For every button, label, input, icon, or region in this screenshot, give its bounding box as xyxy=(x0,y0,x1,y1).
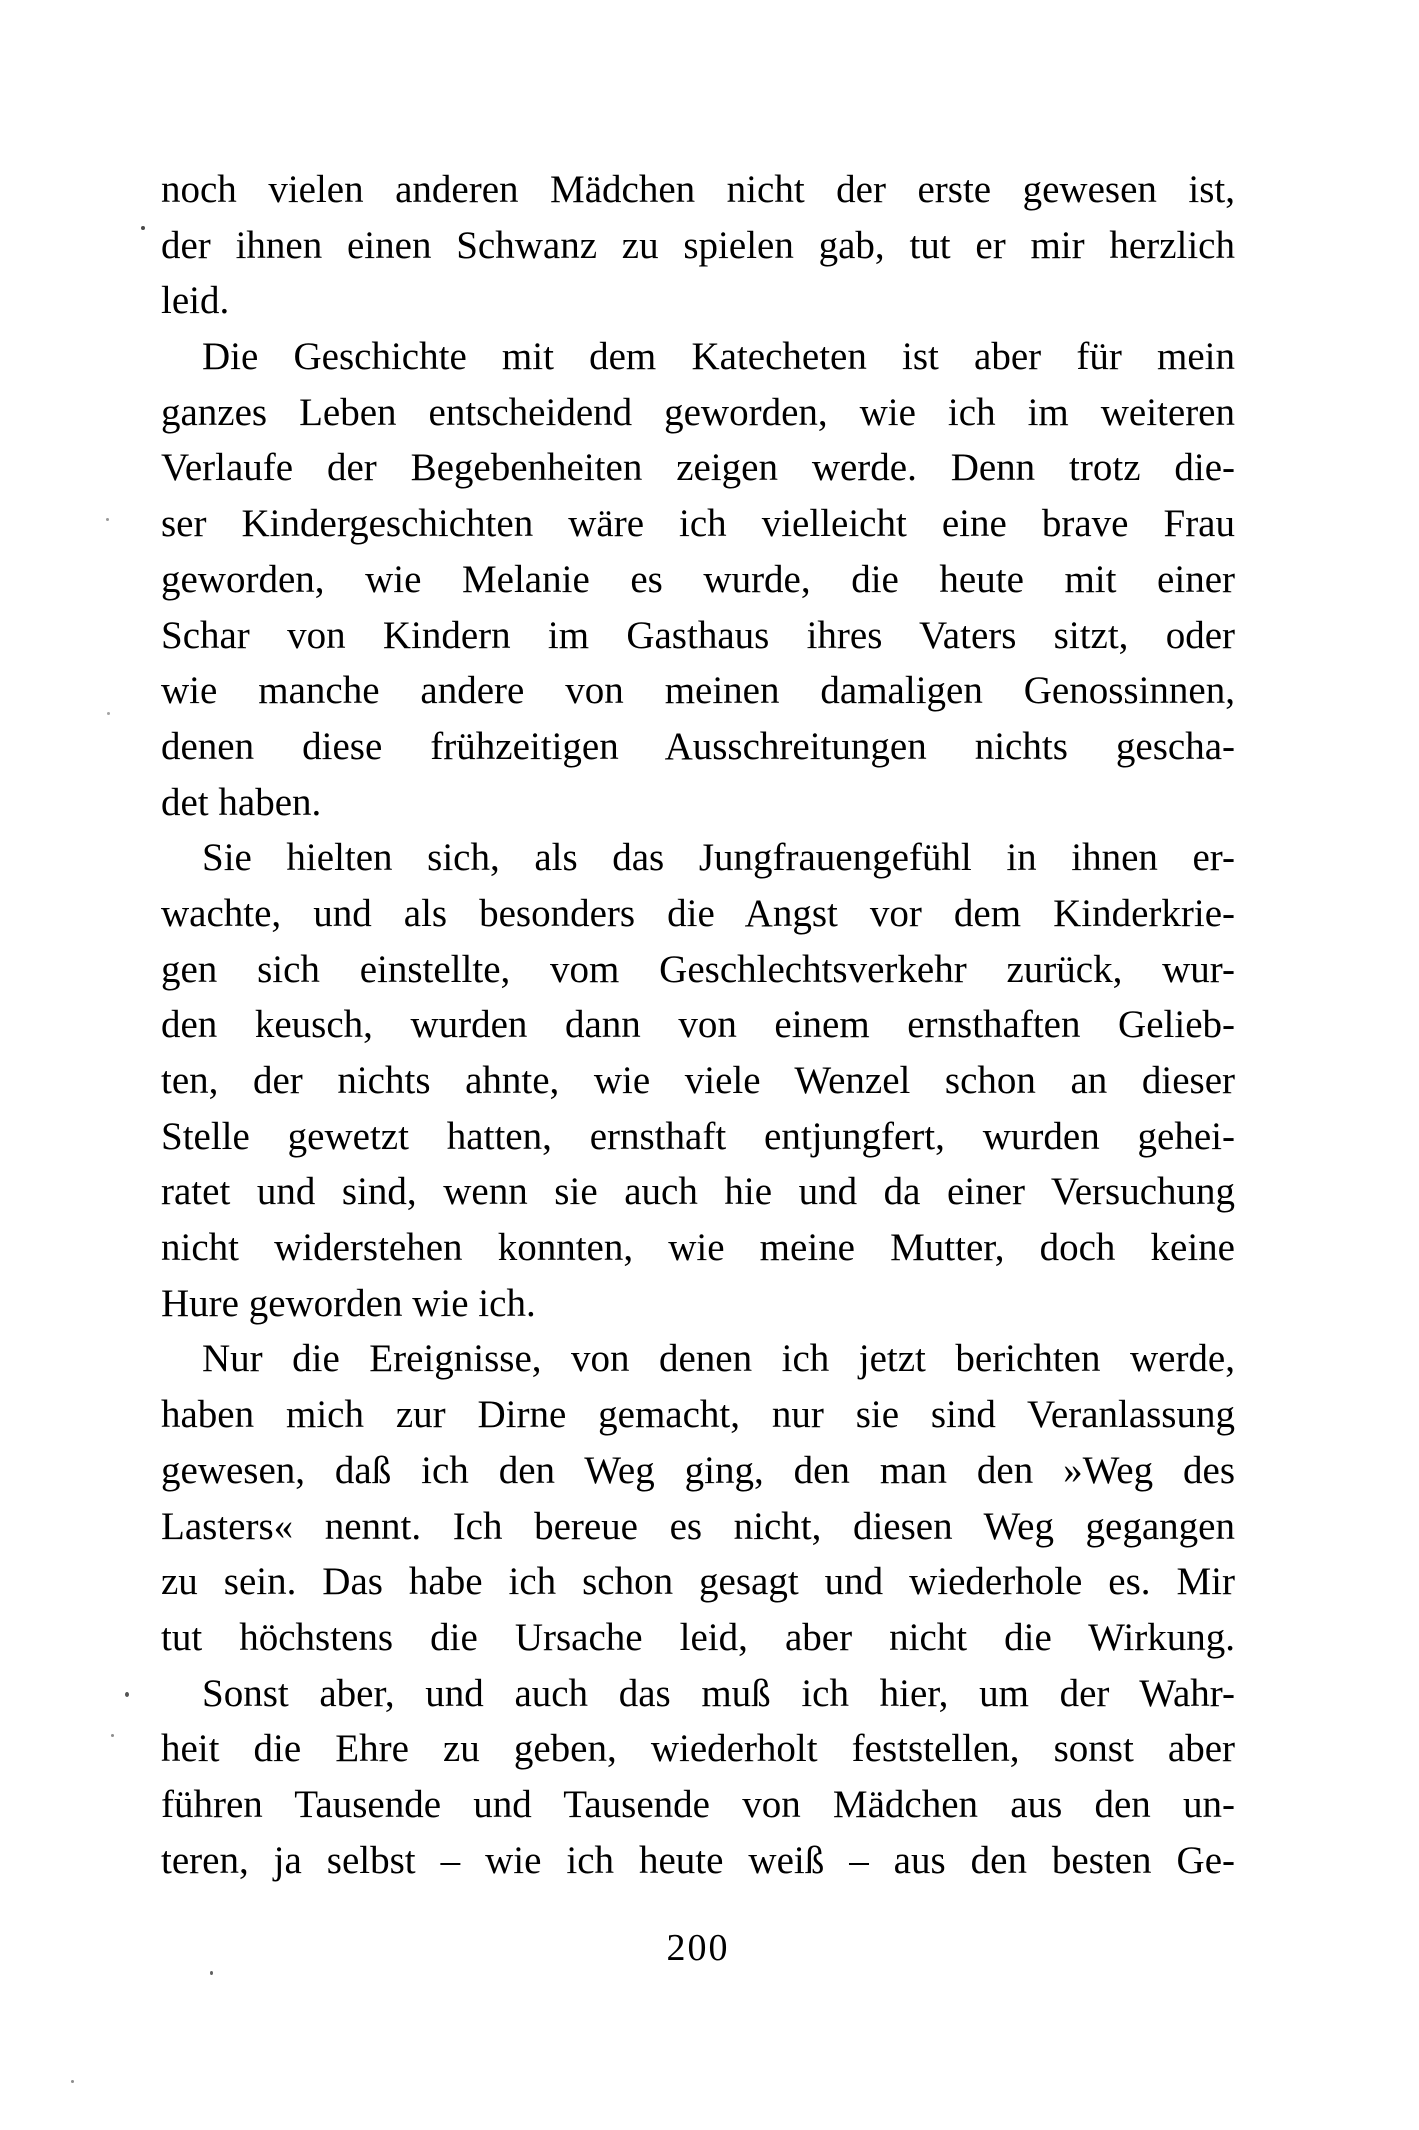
text-line: der ihnen einen Schwanz zu spielen gab, tut er mir herzlich xyxy=(161,223,1235,267)
text-line: ser Kindergeschichten wäre ich vielleicht eine brave Frau xyxy=(161,502,1235,546)
scan-speck xyxy=(71,2080,74,2083)
scan-speck xyxy=(210,1971,213,1975)
text-line: det haben. xyxy=(161,780,322,824)
text-line: gen sich einstellte, vom Geschlechtsverkehr zurück, wur- xyxy=(161,947,1235,991)
text-line: gewesen, daß ich den Weg ging, den man den »Weg des xyxy=(161,1448,1235,1492)
text-line: Sonst aber, und auch das muß ich hier, um der Wahr- xyxy=(202,1671,1235,1715)
text-line: Stelle gewetzt hatten, ernsthaft entjungfert, wurden gehei- xyxy=(161,1114,1235,1158)
text-line: geworden, wie Melanie es wurde, die heute mit einer xyxy=(161,557,1235,601)
text-line: haben mich zur Dirne gemacht, nur sie sind Veranlassung xyxy=(161,1393,1235,1437)
paragraph xyxy=(161,830,1235,1331)
text-line: teren, ja selbst – wie ich heute weiß – aus den besten Ge- xyxy=(161,1838,1235,1882)
text-line: wie manche andere von meinen damaligen Genossinnen, xyxy=(161,669,1235,713)
text-line: nicht widerstehen konnten, wie meine Mutter, doch keine xyxy=(161,1226,1235,1270)
text-line: Nur die Ereignisse, von denen ich jetzt berichten werde, xyxy=(202,1337,1235,1381)
text-line: ganzes Leben entscheidend geworden, wie ich im weiteren xyxy=(161,390,1235,434)
scan-speck xyxy=(125,1692,129,1697)
text-line: denen diese frühzeitigen Ausschreitungen nichts gescha- xyxy=(161,724,1235,768)
paragraph xyxy=(161,1666,1235,1889)
text-line: tut höchstens die Ursache leid, aber nicht die Wirkung. xyxy=(161,1615,1235,1659)
text-line: noch vielen anderen Mädchen nicht der erste gewesen ist, xyxy=(161,168,1235,211)
text-line: Lasters« nennt. Ich bereue es nicht, diesen Weg gegangen xyxy=(161,1504,1235,1548)
text-line: wachte, und als besonders die Angst vor dem Kinderkrie- xyxy=(161,891,1235,935)
text-line: zu sein. Das habe ich schon gesagt und wiederhole es. Mir xyxy=(161,1560,1235,1604)
text-line: ratet und sind, wenn sie auch hie und da einer Versuchung xyxy=(161,1170,1235,1214)
text-line: Die Geschichte mit dem Katecheten ist aber für mein xyxy=(202,335,1235,379)
scan-speck xyxy=(111,1734,114,1737)
paragraph xyxy=(161,329,1235,830)
text-line: führen Tausende und Tausende von Mädchen aus den un- xyxy=(161,1782,1235,1826)
page-number: 200 xyxy=(666,1927,730,1969)
paragraph xyxy=(161,1331,1235,1665)
body-text xyxy=(161,162,1235,1888)
text-line: Verlaufe der Begebenheiten zeigen werde. Denn trotz die- xyxy=(161,446,1235,490)
scan-speck xyxy=(106,518,109,521)
scan-speck xyxy=(141,226,145,230)
text-line: heit die Ehre zu geben, wiederholt feststellen, sonst aber xyxy=(161,1727,1235,1771)
text-line: Schar von Kindern im Gasthaus ihres Vaters sitzt, oder xyxy=(161,613,1235,657)
paragraph xyxy=(161,162,1235,329)
text-line: den keusch, wurden dann von einem ernsthaften Gelieb- xyxy=(161,1003,1235,1047)
text-line: leid. xyxy=(161,279,230,323)
text-line: Sie hielten sich, als das Jungfrauengefühl in ihnen er- xyxy=(202,836,1235,880)
text-line: Hure geworden wie ich. xyxy=(161,1281,536,1325)
text-line: ten, der nichts ahnte, wie viele Wenzel schon an dieser xyxy=(161,1059,1235,1102)
scan-speck xyxy=(107,712,110,715)
